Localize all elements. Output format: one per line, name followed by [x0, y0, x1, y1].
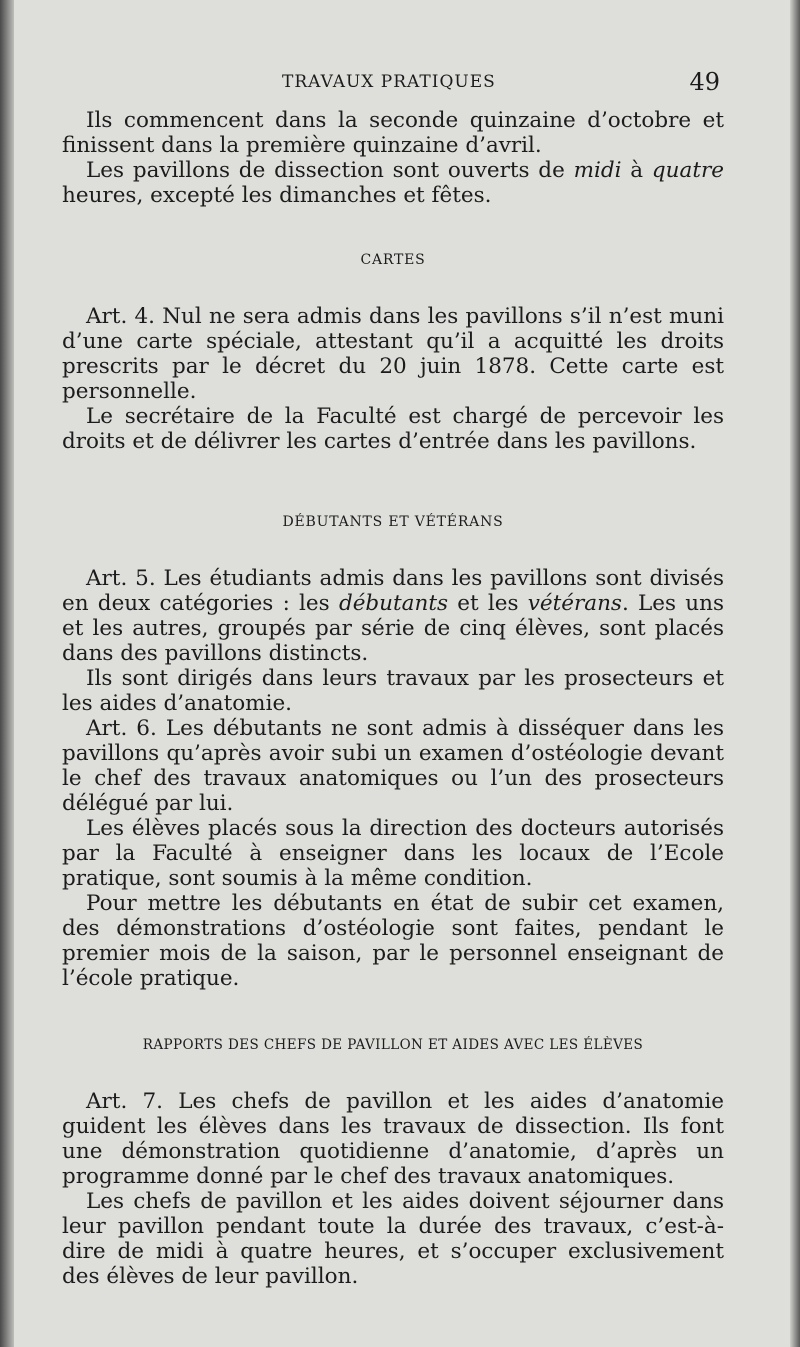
- paragraph-debutants-5: Pour mettre les débutants en état de subir cet examen, des démonstrations d’ostéologie sont faites, pendant le premier mois de la saison, par le personnel enseignant de l’école pratique.: [62, 891, 724, 991]
- scan-right-edge: [790, 0, 800, 1347]
- text-run: heures, excepté les dimanches et fêtes.: [62, 183, 492, 208]
- article-5: [62, 566, 724, 666]
- paragraph-debutants-4: Les élèves placés sous la direction des docteurs autorisés par la Faculté à enseigner dans les locaux de l’Ecole pratique, sont soumis à la même condition.: [62, 816, 724, 891]
- article-6: Art. 6. Les débutants ne sont admis à disséquer dans les pavillons qu’après avoir subi un examen d’ostéologie devant le chef des travaux anatomiques ou l’un des prosecteurs délégué par lui.: [62, 716, 724, 816]
- article-7: Art. 7. Les chefs de pavillon et les aides d’anatomie guident les élèves dans les travaux de dissection. Ils font une démonstration quotidienne d’anatomie, d’après un programme donné par le chef des travaux anatomiques.: [62, 1089, 724, 1189]
- paragraph-cartes-2: Le secrétaire de la Faculté est chargé de percevoir les droits et de délivrer les cartes d’entrée dans les pavillons.: [62, 404, 724, 454]
- paragraph-debutants-2: Ils sont dirigés dans leurs travaux par les prosecteurs et les aides d’anatomie.: [62, 666, 724, 716]
- section-heading-rapports: RAPPORTS DES CHEFS DE PAVILLON ET AIDES AVEC LES ÉLÈVES: [142, 1037, 644, 1053]
- scan-left-edge: [0, 0, 14, 1347]
- italic-veterans: vétérans: [527, 591, 622, 616]
- text-run: à: [621, 158, 652, 183]
- page-content: [62, 58, 724, 1289]
- paragraph-intro-1: Ils commencent dans la seconde quinzaine d’octobre et finissent dans la première quinzaine d’avril.: [62, 108, 724, 158]
- section-heading-cartes: CARTES: [360, 252, 426, 268]
- italic-debutants: débutants: [338, 591, 449, 616]
- italic-quatre: quatre: [651, 158, 724, 183]
- article-4: Art. 4. Nul ne sera admis dans les pavillons s’il n’est muni d’une carte spéciale, attestant qu’il a acquitté les droits prescrits par le décret du 20 juin 1878. Cette carte est personnelle.: [62, 304, 724, 404]
- paragraph-rapports-2: Les chefs de pavillon et les aides doivent séjourner dans leur pavillon pendant toute la durée des travaux, c’est-à-dire de midi à quatre heures, et s’occuper exclusivement des élèves de leur pavillon.: [62, 1189, 724, 1289]
- text-run: Les pavillons de dissection sont ouverts de: [86, 158, 574, 183]
- page-number: 49: [689, 68, 720, 96]
- text-run: . Les uns et les autres, groupés par série de cinq élèves, sont placés dans des pavillons distincts.: [62, 591, 725, 666]
- paragraph-intro-2: [62, 158, 724, 208]
- section-heading-debutants: DÉBUTANTS ET VÉTÉRANS: [282, 514, 504, 530]
- text-run: et les: [448, 591, 528, 616]
- text-run: Art. 5. Les étudiants admis dans les pavillons sont divisés en deux catégories : les: [62, 566, 724, 616]
- running-title: TRAVAUX PRATIQUES: [282, 72, 496, 92]
- italic-midi: midi: [573, 158, 622, 183]
- running-head: [62, 58, 724, 108]
